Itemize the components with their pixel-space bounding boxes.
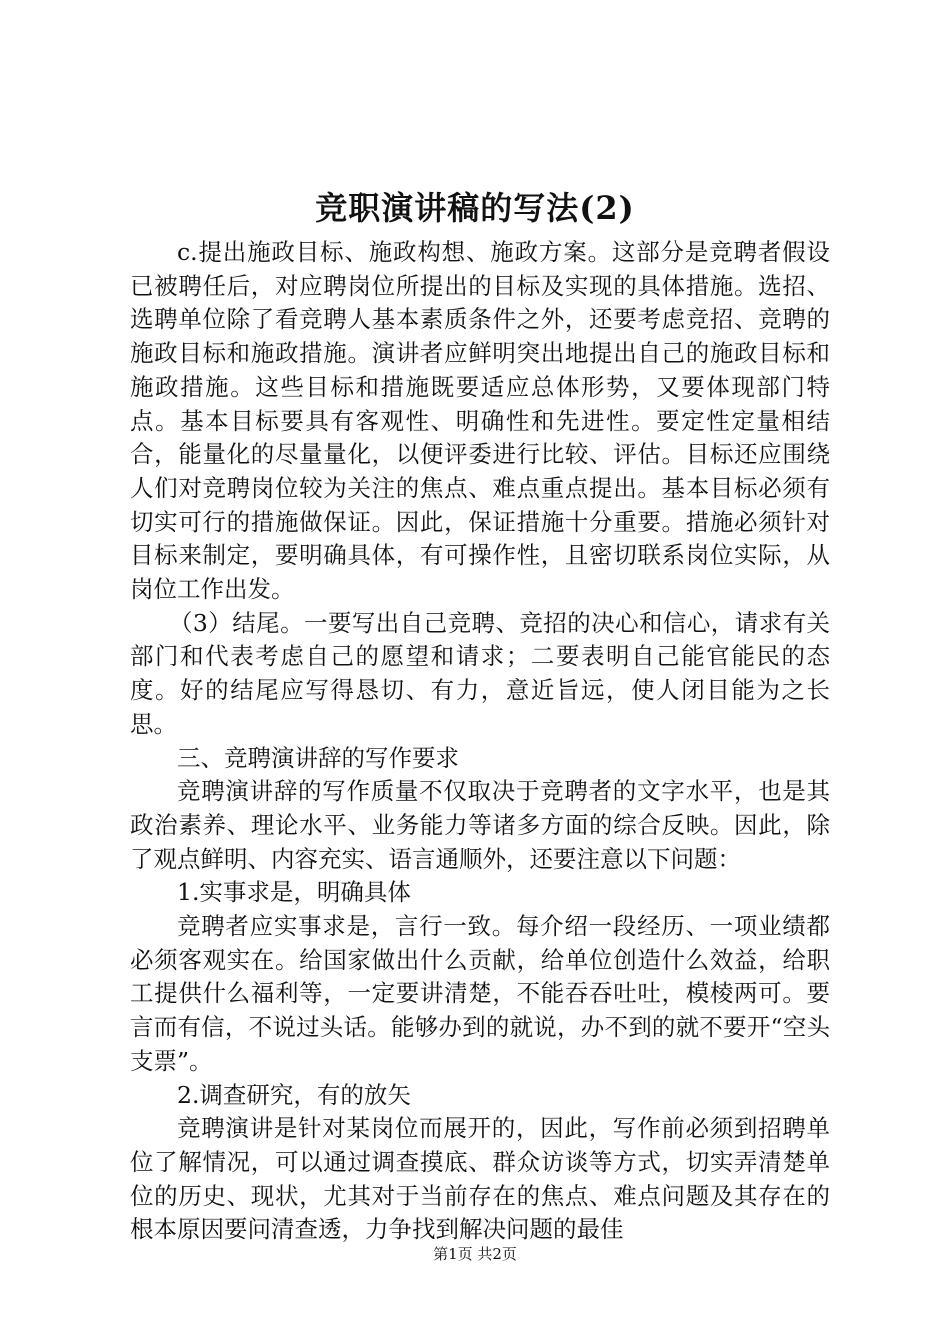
page-title: 竞职演讲稿的写法(2) xyxy=(315,189,635,227)
paragraph-research: 竞聘演讲是针对某岗位而展开的，因此，写作前必须到招聘单位了解情况，可以通过调查摸底、群众访谈等方式，切实弄清楚单位的历史、现状，尤其对于当前存在的焦点、难点问题及其存在的根本原因要问清查透，力争找到解决问题的最佳 xyxy=(130,1114,830,1244)
paragraph-ending: （3）结尾。一要写出自己竞聘、竞招的决心和信心，请求有关部门和代表考虑自己的愿望和请求；二要表明自己能官能民的态度。好的结尾应写得恳切、有力，意近旨远，使人闭目能为之长思。 xyxy=(130,608,830,738)
paragraph-realistic: 竞聘者应实事求是，言行一致。每介绍一段经历、一项业绩都必须客观实在。给国家做出什么贡献，给单位创造什么效益，给职工提供什么福利等，一定要讲清楚，不能吞吞吐吐，模棱两可。要言而有信，不说过头话。能够办到的就说，办不到的就不要开“空头支票”。 xyxy=(130,912,830,1075)
paragraph-goals: c.提出施政目标、施政构想、施政方案。这部分是竞聘者假设已被聘任后，对应聘岗位所提出的目标及实现的具体措施。选招、选聘单位除了看竞聘人基本素质条件之外，还要考虑竞招、竞聘的施政目标和施政措施。演讲者应鲜明突出地提出自己的施政目标和施政措施。这些目标和措施既要适应总体形势，又要体现部门特点。基本目标要具有客观性、明确性和先进性。要定性定量相结合，能量化的尽量量化，以便评委进行比较、评估。目标还应围绕人们对竞聘岗位较为关注的焦点、难点重点提出。基本目标必须有切实可行的措施做保证。因此，保证措施十分重要。措施必须针对目标来制定，要明确具体，有可操作性，且密切联系岗位实际，从岗位工作出发。 xyxy=(130,238,830,604)
subheading-realistic: 1.实事求是，明确具体 xyxy=(177,878,411,907)
paragraph-quality: 竞聘演讲辞的写作质量不仅取决于竞聘者的文字水平，也是其政治素养、理论水平、业务能力等诸多方面的综合反映。因此，除了观点鲜明、内容充实、语言通顺外，还要注意以下问题： xyxy=(130,777,830,873)
subheading-research: 2.调查研究，有的放矢 xyxy=(177,1080,411,1109)
section-heading-requirements: 三、竞聘演讲辞的写作要求 xyxy=(177,743,459,772)
document-body xyxy=(130,236,830,1247)
page-footer: 第1页 共2页 xyxy=(433,1245,517,1263)
